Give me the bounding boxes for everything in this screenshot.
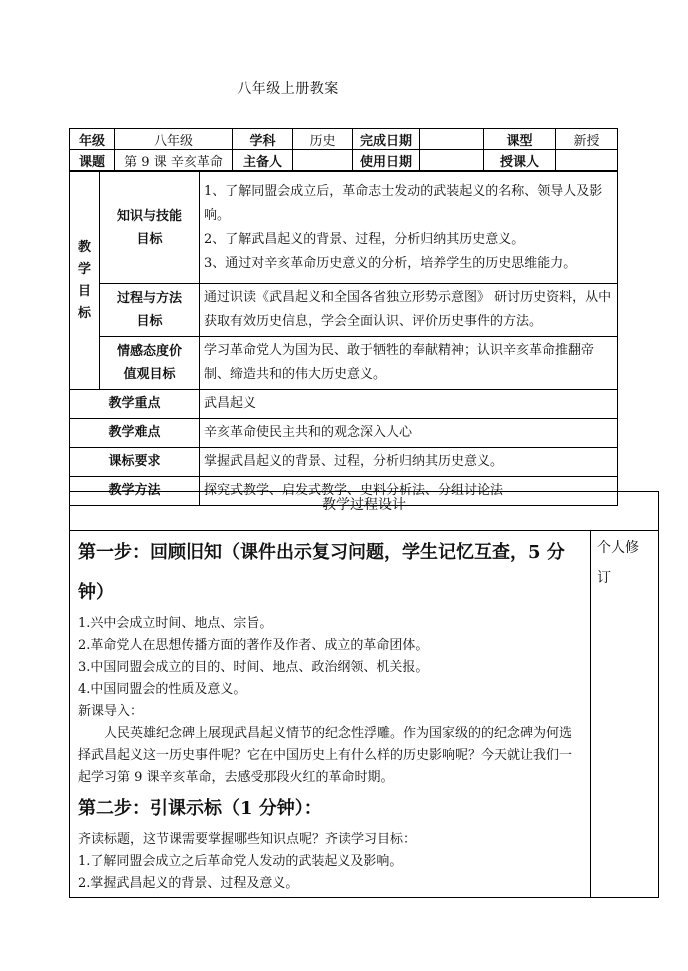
knowledge-goal-label-line: 目标	[136, 231, 163, 247]
knowledge-goal-line: 2、了解武昌起义的背景、过程，分析归纳其历史意义。	[204, 231, 525, 247]
teacher-label: 授课人	[484, 150, 556, 171]
knowledge-goal-text	[200, 172, 618, 284]
preparer-label: 主备人	[233, 150, 293, 171]
finish-date-value	[420, 129, 484, 150]
difficulty-label: 教学难点	[70, 419, 200, 448]
grade-value: 八年级	[115, 129, 233, 150]
teaching-process-table	[69, 491, 659, 898]
standard-value: 掌握武昌起义的背景、过程，分析归纳其历史意义。	[200, 448, 618, 477]
lesson-header-table	[69, 128, 618, 171]
step2-item: 1.了解同盟会成立之后革命党人发动的武装起义及影响。	[78, 854, 403, 869]
topic-value: 第 9 课 辛亥革命	[115, 150, 233, 171]
process-goal-label	[100, 284, 200, 337]
finish-date-label: 完成日期	[353, 129, 420, 150]
knowledge-goal-label	[100, 172, 200, 284]
teaching-goals-table	[69, 171, 618, 506]
intro-text: 人民英雄纪念碑上展现武昌起义情节的纪念性浮雕。作为国家级的的纪念碑为何选择武昌起义这一历史事件呢？它在中国历史上有什么样的历史影响呢？今天就让我们一起学习第 9 课辛亥革命，去感受那段火红的革命时期。	[78, 726, 573, 785]
process-content-row	[70, 531, 659, 898]
use-date-value	[420, 150, 484, 171]
subject-value: 历史	[293, 129, 353, 150]
course-type-label: 课型	[484, 129, 556, 150]
goals-side-char: 教	[77, 239, 91, 255]
step2-item: 2.掌握武昌起义的背景、过程及意义。	[78, 876, 299, 891]
goals-side-char: 目	[77, 283, 91, 299]
header-row-2	[70, 150, 618, 171]
header-row-1	[70, 129, 618, 150]
personal-revision-label: 订	[597, 570, 611, 586]
step1-item: 1.兴中会成立时间、地点、宗旨。	[78, 616, 273, 631]
document-title	[0, 78, 688, 98]
use-date-label: 使用日期	[353, 150, 420, 171]
goals-side-char: 学	[77, 261, 91, 277]
step1-item: 3.中国同盟会成立的目的、时间、地点、政治纲领、机关报。	[78, 660, 429, 675]
knowledge-goal-label-line: 知识与技能	[116, 208, 182, 224]
step2-lead: 齐读标题，这节课需要掌握哪些知识点呢？齐读学习目标：	[78, 832, 417, 847]
intro-label: 新课导入：	[78, 704, 144, 719]
personal-revision-label: 个人修	[597, 540, 639, 556]
goals-side-char: 标	[77, 305, 91, 321]
difficulty-value: 辛亥革命使民主共和的观念深入人心	[200, 419, 618, 448]
step2-title: 第二步：引课示标（1 分钟）：	[78, 798, 322, 819]
standard-row	[70, 448, 618, 477]
goals-side-label	[70, 172, 100, 390]
goal-knowledge-row	[70, 172, 618, 284]
process-title-row	[70, 492, 659, 531]
subject-label: 学科	[233, 129, 293, 150]
step1-item: 4.中国同盟会的性质及意义。	[78, 682, 247, 697]
knowledge-goal-line: 3、通过对辛亥革命历史意义的分析，培养学生的历史思维能力。	[204, 255, 577, 271]
process-main-content	[70, 531, 591, 898]
teacher-value	[556, 150, 618, 171]
emotion-goal-label-line: 情感态度价	[116, 344, 182, 359]
course-type-value: 新授	[556, 129, 618, 150]
grade-label: 年级	[70, 129, 115, 150]
preparer-value	[293, 150, 353, 171]
method-value: 探究式教学、启发式教学、史料分析法、分组讨论法	[200, 477, 618, 506]
step1-title: 第一步：回顾旧知（课件出示复习问题，学生记忆互查，5 分钟）	[78, 542, 565, 603]
method-label: 教学方法	[70, 477, 200, 506]
emotion-goal-label	[100, 337, 200, 390]
process-goal-label-line: 过程与方法	[116, 291, 182, 306]
standard-label: 课标要求	[70, 448, 200, 477]
document-title-text: 八年级上册教案	[237, 81, 339, 97]
difficulty-row	[70, 419, 618, 448]
process-goal-label-line: 目标	[136, 314, 163, 329]
key-point-value: 武昌起义	[200, 390, 618, 419]
goal-process-row	[70, 284, 618, 337]
emotion-goal-label-line: 值观目标	[123, 367, 176, 382]
process-goal-text: 通过识读《武昌起义和全国各省独立形势示意图》 研讨历史资料，从中获取有效历史信息，学会全面认识、评价历史事件的方法。	[200, 284, 618, 337]
key-point-row	[70, 390, 618, 419]
key-point-label: 教学重点	[70, 390, 200, 419]
step1-item: 2.革命党人在思想传播方面的著作及作者、成立的革命团体。	[78, 638, 429, 653]
knowledge-goal-line: 1、了解同盟会成立后，革命志士发动的武装起义的名称、领导人及影响。	[204, 183, 603, 223]
topic-label: 课题	[70, 150, 115, 171]
goal-emotion-row	[70, 337, 618, 390]
personal-revision-column	[591, 531, 659, 898]
emotion-goal-text: 学习革命党人为国为民、敢于牺牲的奉献精神；认识辛亥革命推翻帝制、缔造共和的伟大历史意义。	[200, 337, 618, 390]
process-title: 教学过程设计	[70, 492, 659, 531]
